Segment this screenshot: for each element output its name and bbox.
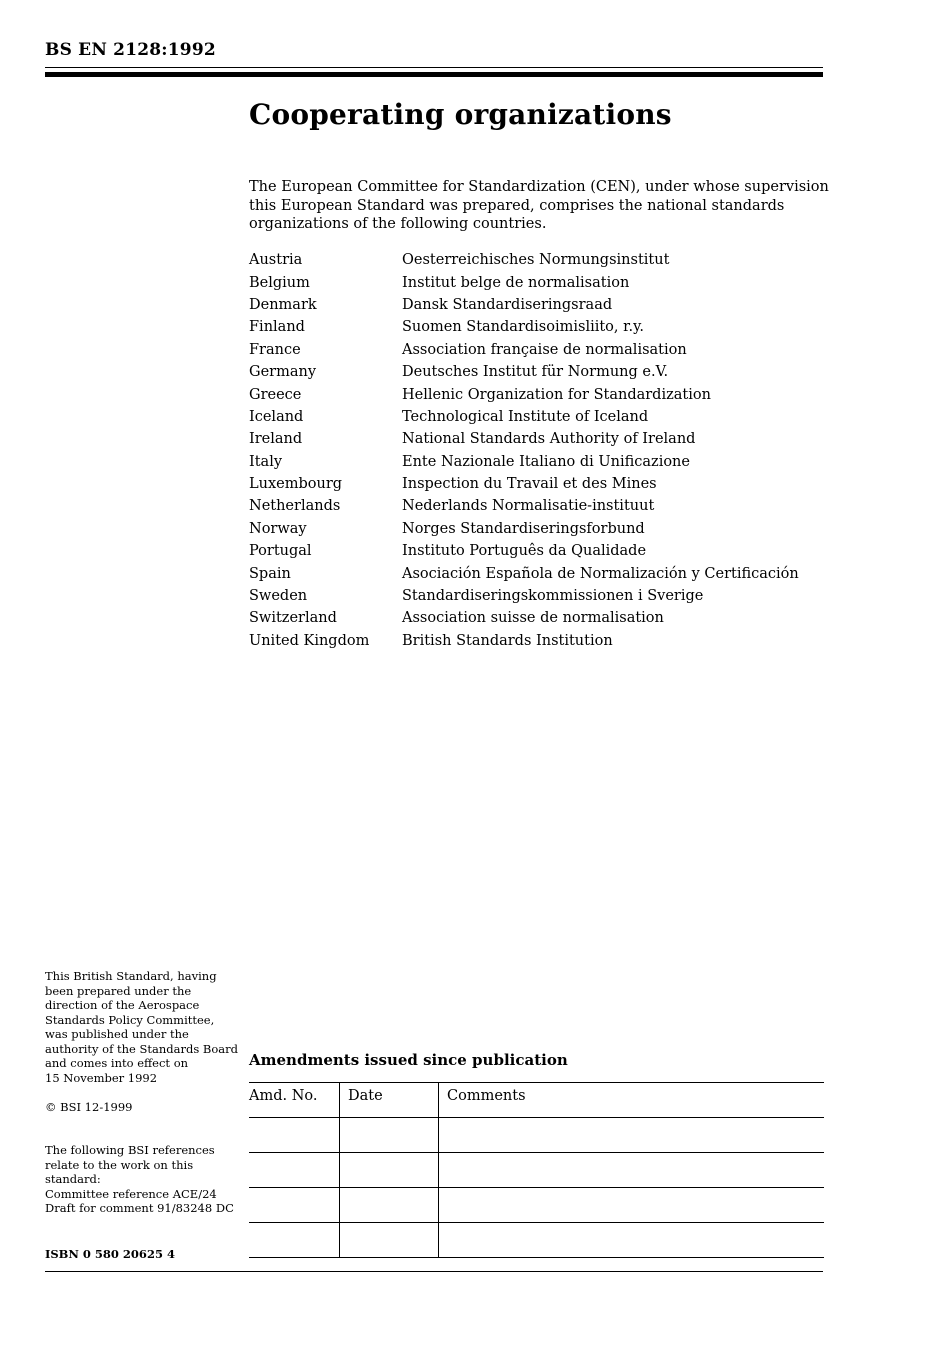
organization-name: Inspection du Travail et des Mines: [402, 476, 657, 493]
organization-country: Belgium: [249, 274, 310, 291]
organization-row: [249, 361, 799, 383]
organization-row: [249, 607, 799, 629]
organization-country: Norway: [249, 520, 307, 537]
amendment-row: [249, 1188, 824, 1223]
organization-name: Instituto Português da Qualidade: [402, 543, 647, 560]
amendment-cell: [340, 1118, 439, 1153]
intro-paragraph: The European Committee for Standardization (CEN), under whose supervision this European Standard was prepared, comprises the national standards organizations of the following countries.: [249, 179, 829, 232]
publication-note-line: been prepared under the: [45, 983, 192, 998]
isbn: ISBN 0 580 20625 4: [45, 1247, 175, 1261]
amendments-header-comments: Comments: [439, 1083, 825, 1118]
organization-name: National Standards Authority of Ireland: [402, 431, 696, 448]
amendment-cell: [249, 1188, 340, 1223]
amendments-header-date: Date: [340, 1083, 439, 1118]
organization-country: Finland: [249, 319, 305, 336]
amendments-header-amd-no: Amd. No.: [249, 1083, 340, 1118]
organization-country: Netherlands: [249, 498, 341, 515]
amendment-cell: [439, 1223, 825, 1258]
amendment-cell: [439, 1153, 825, 1188]
organization-country: Denmark: [249, 296, 317, 313]
organization-country: United Kingdom: [249, 632, 370, 649]
organization-country: Spain: [249, 565, 291, 582]
organization-name: Oesterreichisches Normungsinstitut: [402, 252, 670, 269]
organization-row: [249, 249, 799, 271]
publication-note-line: was published under the: [45, 1027, 189, 1041]
organization-name: Hellenic Organization for Standardization: [402, 386, 711, 403]
publication-note-line: direction of the Aerospace: [45, 998, 200, 1012]
organization-row: [249, 540, 799, 562]
organization-country: Ireland: [249, 431, 303, 448]
document-code: BS EN 2128:1992: [45, 40, 216, 60]
organization-country: Greece: [249, 386, 302, 403]
publication-note-line: authority of the Standards Board: [45, 1041, 238, 1056]
organization-country: Luxembourg: [249, 476, 343, 493]
organization-row: [249, 316, 799, 338]
amendment-cell: [340, 1153, 439, 1188]
organization-country: France: [249, 341, 301, 358]
organization-row: [249, 585, 799, 607]
header-rule-thin: [45, 67, 823, 68]
bsi-reference-line: The following BSI references: [45, 1143, 215, 1157]
organization-name: British Standards Institution: [402, 632, 613, 649]
amendment-cell: [340, 1223, 439, 1258]
organization-name: Dansk Standardiseringsraad: [402, 296, 613, 313]
organization-name: Institut belge de normalisation: [402, 274, 630, 291]
organizations-table: [249, 249, 799, 652]
publication-note-line: and comes into effect on: [45, 1056, 189, 1070]
organization-row: [249, 428, 799, 450]
organization-name: Suomen Standardisoimisliito, r.y.: [402, 319, 644, 336]
publication-note-line: This British Standard, having: [45, 969, 217, 983]
publication-note-line: 15 November 1992: [45, 1070, 158, 1085]
organization-name: Technological Institute of Iceland: [402, 408, 649, 425]
organization-country: Portugal: [249, 543, 312, 560]
amendments-title: Amendments issued since publication: [249, 1051, 568, 1069]
footer-rule: [45, 1271, 823, 1272]
header-rule-thick: [45, 72, 823, 77]
amendment-row: [249, 1118, 824, 1153]
organization-row: [249, 562, 799, 584]
organization-country: Austria: [249, 252, 303, 269]
copyright-note: © BSI 12-1999: [45, 1100, 133, 1114]
publication-note-line: Standards Policy Committee,: [45, 1012, 215, 1027]
bsi-reference-line: relate to the work on this: [45, 1157, 194, 1172]
organization-row: [249, 473, 799, 495]
organization-country: Italy: [249, 453, 283, 470]
organization-country: Germany: [249, 364, 317, 381]
amendments-table: [249, 1082, 824, 1258]
organization-row: [249, 518, 799, 540]
organization-row: [249, 406, 799, 428]
bsi-reference-line: standard:: [45, 1172, 101, 1186]
organization-name: Deutsches Institut für Normung e.V.: [402, 364, 669, 381]
amendment-row: [249, 1223, 824, 1258]
organization-row: [249, 294, 799, 316]
organization-row: [249, 495, 799, 517]
organization-country: Sweden: [249, 588, 308, 605]
bsi-reference-line: Draft for comment 91/83248 DC: [45, 1201, 234, 1215]
bsi-reference-line: Committee reference ACE/24: [45, 1186, 217, 1201]
bsi-references-note: [45, 1143, 245, 1216]
organization-row: [249, 271, 799, 293]
amendment-cell: [249, 1223, 340, 1258]
amendment-row: [249, 1153, 824, 1188]
organization-row: [249, 383, 799, 405]
organization-name: Nederlands Normalisatie-instituut: [402, 498, 655, 515]
organization-country: Switzerland: [249, 610, 337, 627]
organization-name: Ente Nazionale Italiano di Unificazione: [402, 453, 690, 470]
amendment-cell: [249, 1153, 340, 1188]
organization-name: Association suisse de normalisation: [402, 610, 664, 627]
organization-country: Iceland: [249, 408, 304, 425]
publication-note: [45, 969, 245, 1085]
organization-name: Norges Standardiseringsforbund: [402, 520, 645, 537]
organization-row: [249, 451, 799, 473]
amendment-cell: [249, 1118, 340, 1153]
page-title: Cooperating organizations: [249, 98, 672, 131]
amendment-cell: [340, 1188, 439, 1223]
organization-name: Association française de normalisation: [402, 341, 687, 358]
organization-name: Standardiseringskommissionen i Sverige: [402, 588, 704, 605]
amendment-cell: [439, 1188, 825, 1223]
organization-row: [249, 339, 799, 361]
organization-name: Asociación Española de Normalización y Certificación: [402, 565, 799, 582]
organization-row: [249, 630, 799, 652]
amendment-cell: [439, 1118, 825, 1153]
